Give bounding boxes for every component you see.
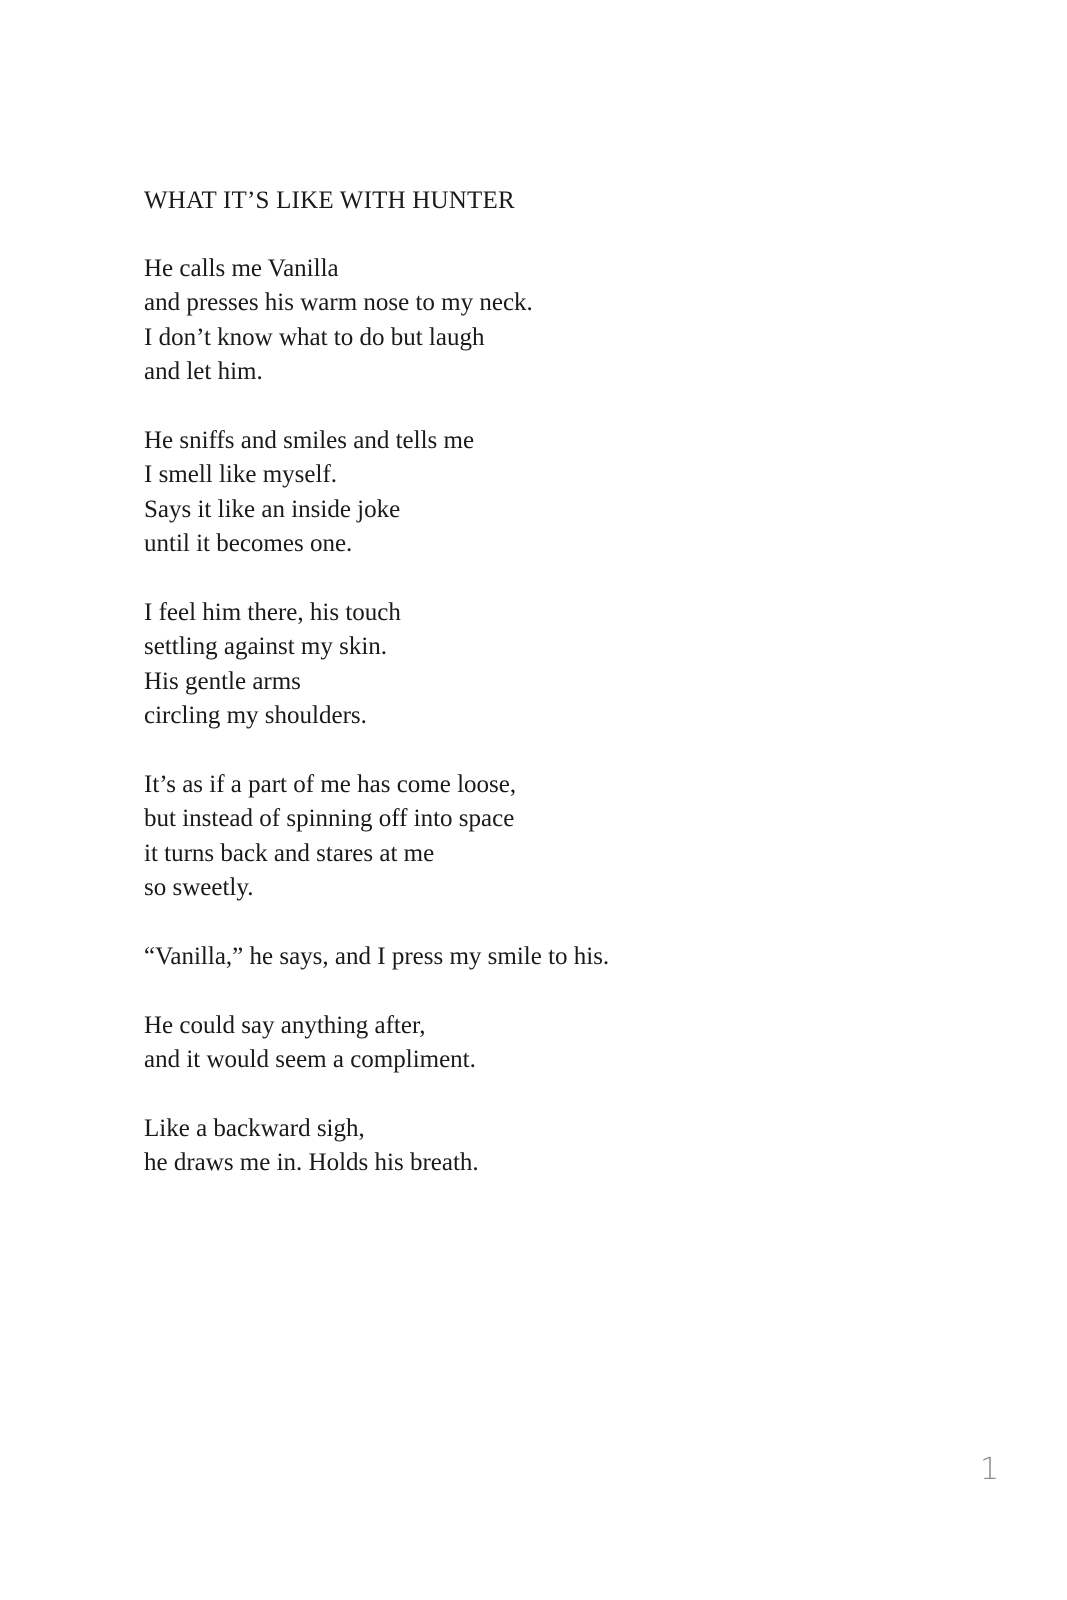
poem-line: I smell like myself. (144, 461, 338, 489)
page-number: 1 (980, 1452, 1000, 1487)
poem-body (144, 252, 904, 1215)
poem-line: “Vanilla,” he says, and I press my smile to his. (144, 943, 610, 971)
poem-line: I don’t know what to do but laugh (144, 323, 485, 351)
poem-line: and it would seem a compliment. (144, 1046, 476, 1074)
stanza (144, 596, 904, 734)
poem-line: and presses his warm nose to my neck. (144, 289, 533, 317)
poem-line: I feel him there, his touch (144, 599, 401, 627)
poem-line: He could say anything after, (144, 1011, 426, 1039)
poem-line: so sweetly. (144, 874, 254, 902)
poem-line: It’s as if a part of me has come loose, (144, 771, 517, 799)
poem-line: His gentle arms (144, 667, 301, 695)
poem-line: He sniffs and smiles and tells me (144, 427, 475, 455)
poem-line: Like a backward sigh, (144, 1115, 365, 1143)
poem-line: circling my shoulders. (144, 702, 367, 730)
stanza (144, 1112, 904, 1181)
poem-line: he draws me in. Holds his breath. (144, 1149, 479, 1177)
poem-line: Says it like an inside joke (144, 495, 401, 523)
stanza (144, 768, 904, 906)
stanza (144, 940, 904, 974)
poem-line: He calls me Vanilla (144, 255, 339, 282)
stanza (144, 424, 904, 562)
stanza (144, 1009, 904, 1078)
poem-line: settling against my skin. (144, 633, 388, 661)
poem-line: but instead of spinning off into space (144, 805, 515, 833)
poem-line: and let him. (144, 358, 263, 386)
stanza (144, 252, 904, 390)
poem-line: it turns back and stares at me (144, 839, 435, 867)
poem-title: WHAT IT’S LIKE WITH HUNTER (144, 187, 515, 214)
poem-line: until it becomes one. (144, 530, 353, 558)
